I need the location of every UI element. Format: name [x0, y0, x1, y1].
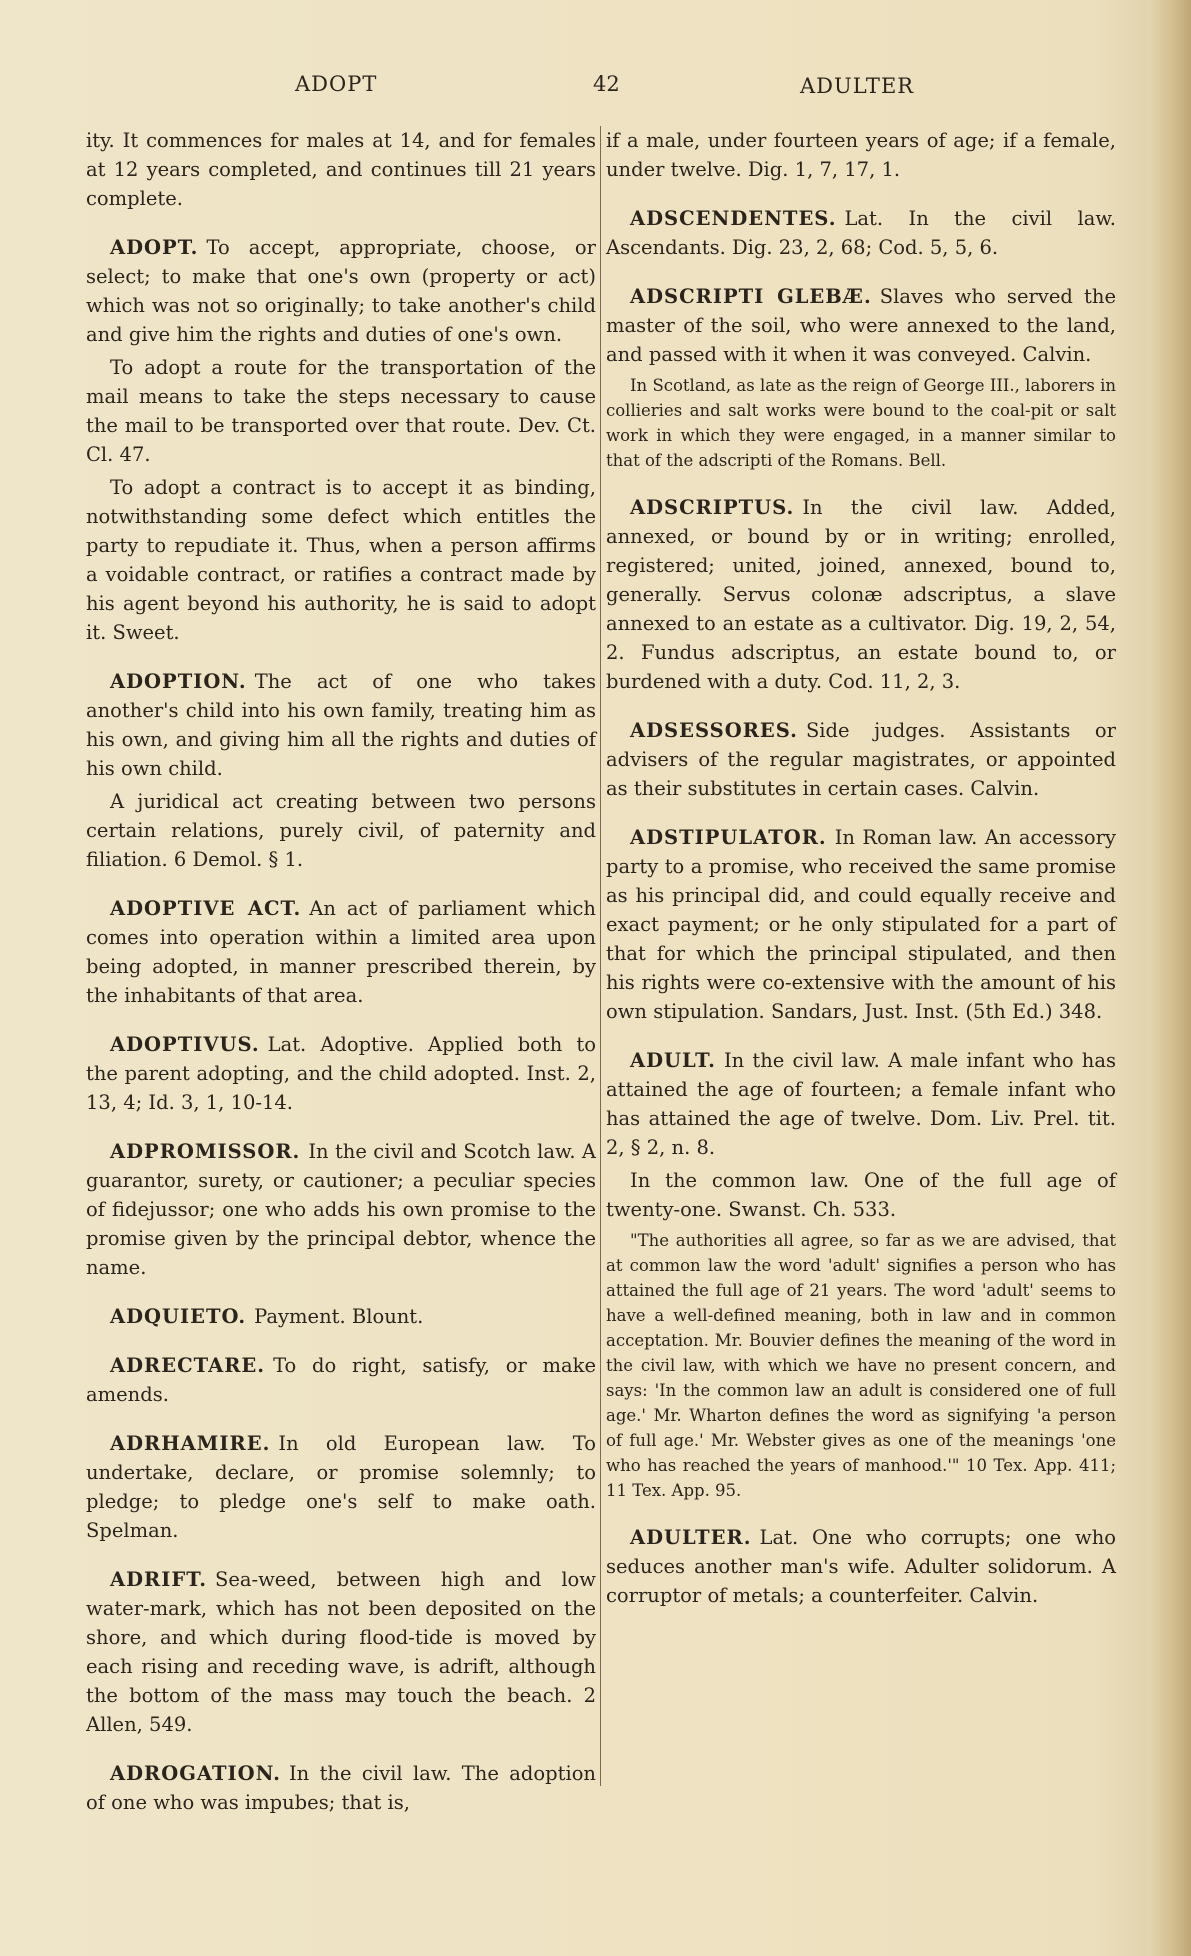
- entry-adscendentes: [606, 204, 1116, 262]
- guide-word-right: ADULTER: [800, 74, 915, 98]
- page-edge: [1147, 0, 1191, 1956]
- headword: ADSCRIPTUS.: [630, 496, 795, 519]
- entry-adpromissor: [86, 1137, 596, 1282]
- definition: Payment. Blount.: [254, 1305, 424, 1328]
- entry-adoption: [86, 667, 596, 874]
- running-header: [0, 72, 1191, 106]
- headword: ADULTER.: [630, 1526, 752, 1549]
- definition: In the civil law. A male infant who has attained the age of fourteen; a female infant who has attained the age of twelve. Dom. Liv. Prel. tit. 2, § 2, n. 8.: [606, 1049, 1116, 1159]
- note: In Scotland, as late as the reign of George III., laborers in collieries and salt works were bound to the coal-pit or salt work in which they were engaged, in a manner similar to that of the adscripti of the Romans. Bell.: [606, 376, 1116, 470]
- note: "The authorities all agree, so far as we are advised, that at common law the word 'adult' signifies a person who has attained the full age of 21 years. The word 'adult' seems to have a well-defined meaning, both in law and in common acceptation. Mr. Bouvier defines the meaning of the word in the civil law, with which we have no present concern, and says: 'In the common law an adult is considered one of full age.' Mr. Wharton defines the word as signifying 'a person of full age.' Mr. Webster gives as one of the meanings 'one who has reached the years of manhood.'" 10 Tex. App. 411; 11 Tex. App. 95.: [606, 1231, 1116, 1500]
- definition: To accept, appropriate, choose, or select; to make that one's own (property or act) which was not so originally; to take another's child and give him the rights and duties of one's own.: [86, 236, 596, 346]
- page-number: 42: [593, 72, 620, 96]
- entry-adsessores: [606, 716, 1116, 803]
- entry-adrift: [86, 1565, 596, 1739]
- headword: ADSCENDENTES.: [630, 207, 837, 230]
- paragraph: In the common law. One of the full age of twenty-one. Swanst. Ch. 533.: [606, 1169, 1116, 1221]
- left-column: [86, 126, 596, 1837]
- entry-adult: [606, 1046, 1116, 1503]
- entry-adoptive-act: [86, 894, 596, 1010]
- entry-adoptivus: [86, 1030, 596, 1117]
- headword: ADRHAMIRE.: [110, 1432, 271, 1455]
- entry-adscriptus: [606, 493, 1116, 696]
- definition: In the civil law. The adoption of one who was impubes; that is,: [86, 1762, 596, 1814]
- headword: ADOPTIVE ACT.: [110, 897, 302, 920]
- entry-adrhamire: [86, 1429, 596, 1545]
- entry-adrogation: [86, 1759, 596, 1817]
- headword: ADSESSORES.: [630, 719, 798, 742]
- headword: ADRECTARE.: [110, 1354, 266, 1377]
- definition: To do right, satisfy, or make amends.: [86, 1354, 596, 1406]
- definition: Lat. One who corrupts; one who seduces another man's wife. Adulter solidorum. A corruptor of metals; a counterfeiter. Calvin.: [606, 1526, 1116, 1607]
- continuation-entry: [606, 126, 1116, 184]
- guide-word-left: ADOPT: [295, 72, 378, 96]
- definition: In Roman law. An accessory party to a promise, who received the same promise as his principal did, and could equally receive and exact payment; or he only stipulated for a part of that for which the principal stipulated, and then his rights were co-extensive with the amount of his own stipulation. Sandars, Just. Inst. (5th Ed.) 348.: [606, 826, 1116, 1023]
- entry-adstipulator: [606, 823, 1116, 1026]
- headword: ADOPT.: [110, 236, 199, 259]
- headword: ADSTIPULATOR.: [630, 826, 827, 849]
- definition: In the civil law. Added, annexed, or bound by or in writing; enrolled, registered; united, joined, annexed, bound to, generally. Servus colonæ adscriptus, a slave annexed to an estate as a cultivator. Dig. 19, 2, 54, 2. Fundus adscriptus, an estate bound to, or burdened with a duty. Cod. 11, 2, 3.: [606, 496, 1116, 693]
- definition: Lat. Adoptive. Applied both to the parent adopting, and the child adopted. Inst. 2, 13, 4; Id. 3, 1, 10-14.: [86, 1033, 596, 1114]
- column-divider: [600, 126, 601, 1786]
- definition: Lat. In the civil law. Ascendants. Dig. 23, 2, 68; Cod. 5, 5, 6.: [606, 207, 1116, 259]
- paragraph: A juridical act creating between two persons certain relations, purely civil, of paternity and filiation. 6 Demol. § 1.: [86, 790, 596, 871]
- headword: ADROGATION.: [110, 1762, 281, 1785]
- headword: ADOPTIVUS.: [110, 1033, 260, 1056]
- definition: In old European law. To undertake, declare, or promise solemnly; to pledge; to pledge one's self to make oath. Spelman.: [86, 1432, 596, 1542]
- entry-adrectare: [86, 1351, 596, 1409]
- headword: ADRIFT.: [110, 1568, 207, 1591]
- definition: The act of one who takes another's child into his own family, treating him as his own, and giving him all the rights and duties of his own child.: [86, 670, 596, 780]
- entry-adquieto: [86, 1302, 596, 1331]
- definition: Slaves who served the master of the soil, who were annexed to the land, and passed with it when it was conveyed. Calvin.: [606, 285, 1116, 366]
- continuation-entry: [86, 126, 596, 213]
- paragraph: To adopt a contract is to accept it as binding, notwithstanding some defect which entitles the party to repudiate it. Thus, when a person affirms a voidable contract, or ratifies a contract made by his agent beyond his authority, he is said to adopt it. Sweet.: [86, 476, 596, 644]
- entry-adscripti-glebae: [606, 282, 1116, 473]
- headword: ADSCRIPTI GLEBÆ.: [630, 285, 872, 308]
- headword: ADULT.: [630, 1049, 716, 1072]
- entry-adulter: [606, 1523, 1116, 1610]
- headword: ADOPTION.: [110, 670, 247, 693]
- definition: Sea-weed, between high and low water-mark, which has not been deposited on the shore, and which during flood-tide is moved by each rising and receding wave, is adrift, although the bottom of the mass may touch the beach. 2 Allen, 549.: [86, 1568, 596, 1736]
- continuation-text: if a male, under fourteen years of age; if a female, under twelve. Dig. 1, 7, 17, 1.: [606, 129, 1116, 181]
- entry-adopt: [86, 233, 596, 647]
- paragraph: To adopt a route for the transportation of the mail means to take the steps necessary to cause the mail to be transported over that route. Dev. Ct. Cl. 47.: [86, 356, 596, 466]
- headword: ADPROMISSOR.: [110, 1140, 301, 1163]
- definition: Side judges. Assistants or advisers of the regular magistrates, or appointed as their substitutes in certain cases. Calvin.: [606, 719, 1116, 800]
- continuation-text: ity. It commences for males at 14, and for females at 12 years completed, and continues till 21 years complete.: [86, 129, 596, 210]
- definition: An act of parliament which comes into operation within a limited area upon being adopted, in manner prescribed therein, by the inhabitants of that area.: [86, 897, 596, 1007]
- headword: ADQUIETO.: [110, 1305, 247, 1328]
- right-column: [606, 126, 1116, 1630]
- definition: In the civil and Scotch law. A guarantor, surety, or cautioner; a peculiar species of fidejussor; one who adds his own promise to the promise given by the principal debtor, whence the name.: [86, 1140, 596, 1279]
